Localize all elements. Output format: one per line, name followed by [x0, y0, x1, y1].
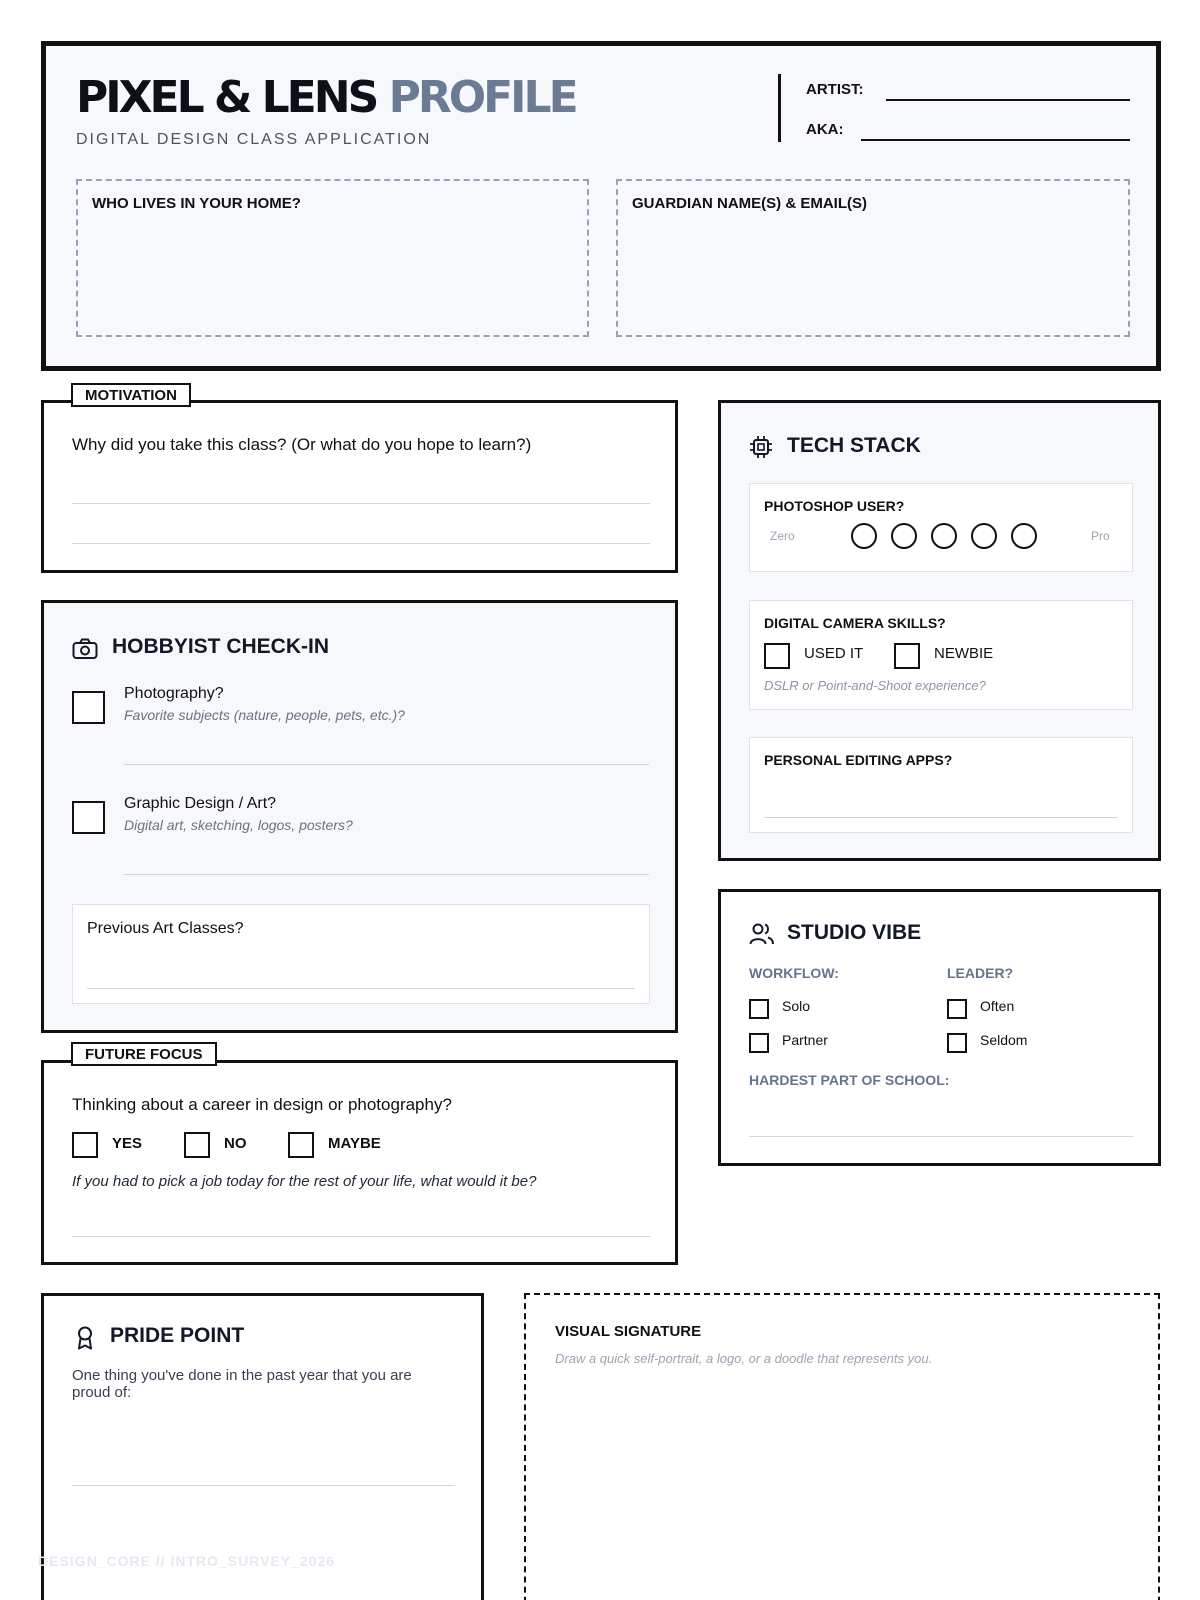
guardian-box[interactable] — [616, 179, 1130, 337]
photography-checkbox[interactable] — [72, 691, 105, 724]
photography-label: Photography? — [124, 685, 224, 702]
signature-title: VISUAL SIGNATURE — [555, 1323, 702, 1340]
artist-label: ARTIST: — [806, 81, 864, 98]
answer-line[interactable] — [124, 874, 649, 875]
graphic-design-checkbox[interactable] — [72, 801, 105, 834]
rating-option-1[interactable] — [851, 523, 877, 549]
yes-label: YES — [112, 1135, 143, 1152]
future-tab: FUTURE FOCUS — [71, 1042, 217, 1066]
rating-option-2[interactable] — [891, 523, 917, 549]
answer-line[interactable] — [124, 764, 649, 765]
tech-title: TECH STACK — [787, 434, 921, 457]
footer-watermark: DESIGN_CORE // INTRO_SURVEY_2026 — [38, 1553, 336, 1569]
pride-prompt: One thing you've done in the past year that you are — [72, 1367, 412, 1384]
future-question: Thinking about a career in design or photography? — [72, 1095, 452, 1114]
answer-line[interactable] — [72, 543, 650, 544]
camera-box — [749, 600, 1133, 710]
maybe-label: MAYBE — [328, 1135, 381, 1152]
motivation-panel — [41, 400, 678, 573]
pride-title: PRIDE POINT — [110, 1324, 245, 1347]
title-accent: PROFILE — [388, 72, 576, 123]
workflow-label: WORKFLOW: — [749, 965, 839, 981]
hardest-label: HARDEST PART OF SCHOOL: — [749, 1072, 950, 1088]
photoshop-box — [749, 483, 1133, 572]
answer-line[interactable] — [72, 1236, 650, 1237]
camera-hint: DSLR or Point-and-Shoot experience? — [764, 678, 986, 693]
often-label: Often — [980, 998, 1015, 1014]
future-panel — [41, 1060, 678, 1265]
guardian-box-label: GUARDIAN NAME(S) & EMAIL(S) — [632, 195, 867, 212]
answer-line[interactable] — [72, 1485, 455, 1486]
camera-icon — [72, 638, 98, 660]
camera-label: DIGITAL CAMERA SKILLS? — [764, 615, 946, 631]
home-box-label: WHO LIVES IN YOUR HOME? — [92, 195, 301, 212]
solo-checkbox[interactable] — [749, 999, 769, 1019]
studio-panel — [718, 889, 1161, 1166]
answer-line[interactable] — [764, 817, 1118, 818]
header-divider — [778, 74, 781, 142]
aka-field[interactable] — [861, 139, 1130, 141]
rating-option-4[interactable] — [971, 523, 997, 549]
answer-line[interactable] — [72, 503, 650, 504]
no-label: NO — [224, 1135, 247, 1152]
no-checkbox[interactable] — [184, 1132, 210, 1158]
rating-option-5[interactable] — [1011, 523, 1037, 549]
home-box[interactable] — [76, 179, 589, 337]
leader-label: LEADER? — [947, 965, 1014, 981]
award-icon — [76, 1326, 94, 1350]
title-main: PIXEL & LENS — [76, 72, 389, 123]
signature-box[interactable] — [524, 1293, 1160, 1600]
apps-label: PERSONAL EDITING APPS? — [764, 752, 953, 768]
often-checkbox[interactable] — [947, 999, 967, 1019]
users-icon — [749, 922, 775, 946]
photoshop-label: PHOTOSHOP USER? — [764, 498, 905, 514]
signature-hint: Draw a quick self-portrait, a logo, or a doodle that represents you. — [555, 1351, 933, 1366]
page-title — [76, 72, 576, 123]
aka-label: AKA: — [806, 121, 844, 138]
apps-box[interactable] — [749, 737, 1133, 833]
tech-panel — [718, 400, 1161, 861]
future-prompt: If you had to pick a job today for the rest of your life, what would it be? — [72, 1173, 537, 1190]
chip-icon — [749, 435, 773, 459]
studio-title: STUDIO VIBE — [787, 921, 922, 944]
rating-option-3[interactable] — [931, 523, 957, 549]
answer-line[interactable] — [87, 988, 635, 989]
used-it-label: USED IT — [804, 645, 864, 662]
motivation-question: Why did you take this class? (Or what do you hope to learn?) — [72, 435, 532, 454]
solo-label: Solo — [782, 998, 811, 1014]
previous-classes-label: Previous Art Classes? — [87, 920, 244, 937]
yes-checkbox[interactable] — [72, 1132, 98, 1158]
previous-classes-box[interactable] — [72, 904, 650, 1004]
seldom-checkbox[interactable] — [947, 1033, 967, 1053]
newbie-label: NEWBIE — [934, 645, 994, 662]
motivation-tab: MOTIVATION — [71, 383, 191, 407]
scale-high-label: Pro — [1091, 529, 1110, 543]
header-panel — [41, 41, 1161, 371]
answer-line[interactable] — [749, 1136, 1133, 1137]
pride-prompt-cont: proud of: — [72, 1384, 132, 1401]
hobbyist-title: HOBBYIST CHECK-IN — [112, 635, 330, 658]
maybe-checkbox[interactable] — [288, 1132, 314, 1158]
page-subtitle: DIGITAL DESIGN CLASS APPLICATION — [76, 131, 432, 148]
partner-label: Partner — [782, 1032, 828, 1048]
scale-low-label: Zero — [770, 529, 795, 543]
partner-checkbox[interactable] — [749, 1033, 769, 1053]
graphic-design-hint: Digital art, sketching, logos, posters? — [124, 817, 353, 833]
used-it-checkbox[interactable] — [764, 643, 790, 669]
seldom-label: Seldom — [980, 1032, 1028, 1048]
graphic-design-label: Graphic Design / Art? — [124, 795, 277, 812]
newbie-checkbox[interactable] — [894, 643, 920, 669]
artist-field[interactable] — [886, 99, 1130, 101]
photography-hint: Favorite subjects (nature, people, pets, etc.)? — [124, 707, 405, 723]
hobbyist-panel — [41, 600, 678, 1033]
